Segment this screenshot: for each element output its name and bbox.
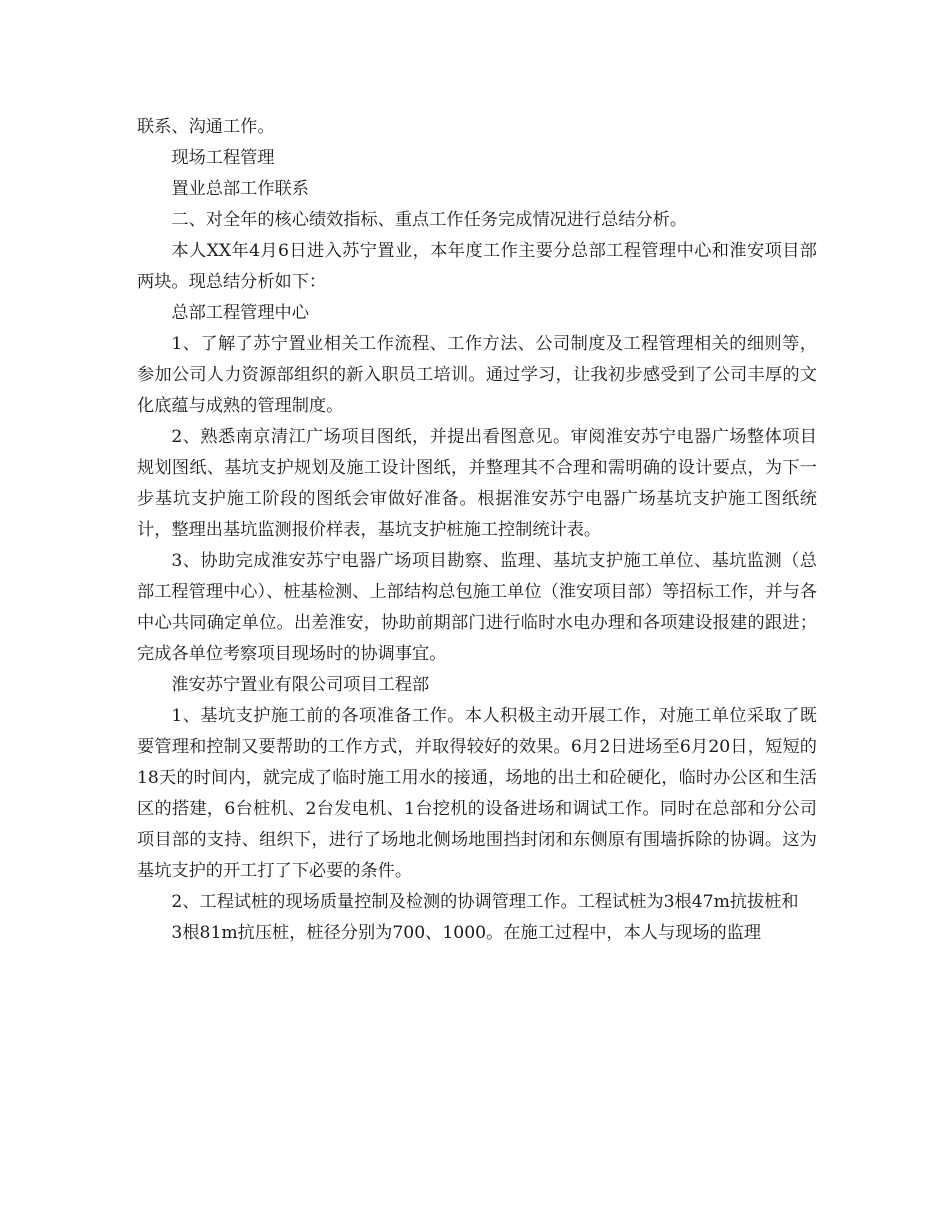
paragraph-item-1: 1、了解了苏宁置业相关工作流程、工作方法、公司制度及工程管理相关的细则等，参加公司人力资源部组织的新入职员工培训。通过学习，让我初步感受到了公司丰厚的文化底蕴与成熟的管理制度。 bbox=[137, 334, 817, 416]
paragraph-project-item-2-cont: 3根81m抗压桩，桩径分别为700、1000。在施工过程中，本人与现场的监理 bbox=[171, 923, 762, 943]
section-heading-site-management: 现场工程管理 bbox=[171, 148, 275, 168]
section-heading-hq-liaison: 置业总部工作联系 bbox=[171, 179, 309, 199]
section-heading-hq-engineering: 总部工程管理中心 bbox=[171, 303, 309, 323]
paragraph-1: 联系、沟通工作。 bbox=[137, 117, 275, 137]
paragraph-project-item-1: 1、基坑支护施工前的各项准备工作。本人积极主动开展工作，对施工单位采取了既要管理和控制又要帮助的工作方式，并取得较好的效果。6月2日进场至6月20日，短短的18天的时间内，就完成了临时施工用水的接通，场地的出土和砼硬化，临时办公区和生活区的搭建，6台桩机、2台发电机、1台挖机的设备进场和调试工作。同时在总部和分公司项目部的支持、组织下，进行了场地北侧场地围挡封闭和东侧原有围墙拆除的协调。这为基坑支护的开工打了下必要的条件。 bbox=[137, 706, 817, 881]
paragraph-item-3: 3、协助完成淮安苏宁电器广场项目勘察、监理、基坑支护施工单位、基坑监测（总部工程管理中心）、桩基检测、上部结构总包施工单位（淮安项目部）等招标工作，并与各中心共同确定单位。出差淮安，协助前期部门进行临时水电办理和各项建设报建的跟进；完成各单位考察项目现场时的协调事宜。 bbox=[137, 551, 817, 664]
paragraph-intro: 本人XX年4月6日进入苏宁置业，本年度工作主要分总部工程管理中心和淮安项目部两块。现总结分析如下： bbox=[137, 241, 817, 292]
paragraph-project-item-2: 2、工程试桩的现场质量控制及检测的协调管理工作。工程试桩为3根47m抗拔桩和 bbox=[171, 892, 799, 912]
document-body bbox=[137, 112, 817, 949]
paragraph-item-2: 2、熟悉南京清江广场项目图纸，并提出看图意见。审阅淮安苏宁电器广场整体项目规划图纸、基坑支护规划及施工设计图纸，并整理其不合理和需明确的设计要点，为下一步基坑支护施工阶段的图纸会审做好准备。根据淮安苏宁电器广场基坑支护施工图纸统计，整理出基坑监测报价样表，基坑支护桩施工控制统计表。 bbox=[137, 427, 817, 540]
section-heading-kpi-summary: 二、对全年的核心绩效指标、重点工作任务完成情况进行总结分析。 bbox=[171, 210, 688, 230]
section-heading-huaian-project: 淮安苏宁置业有限公司项目工程部 bbox=[171, 675, 430, 695]
